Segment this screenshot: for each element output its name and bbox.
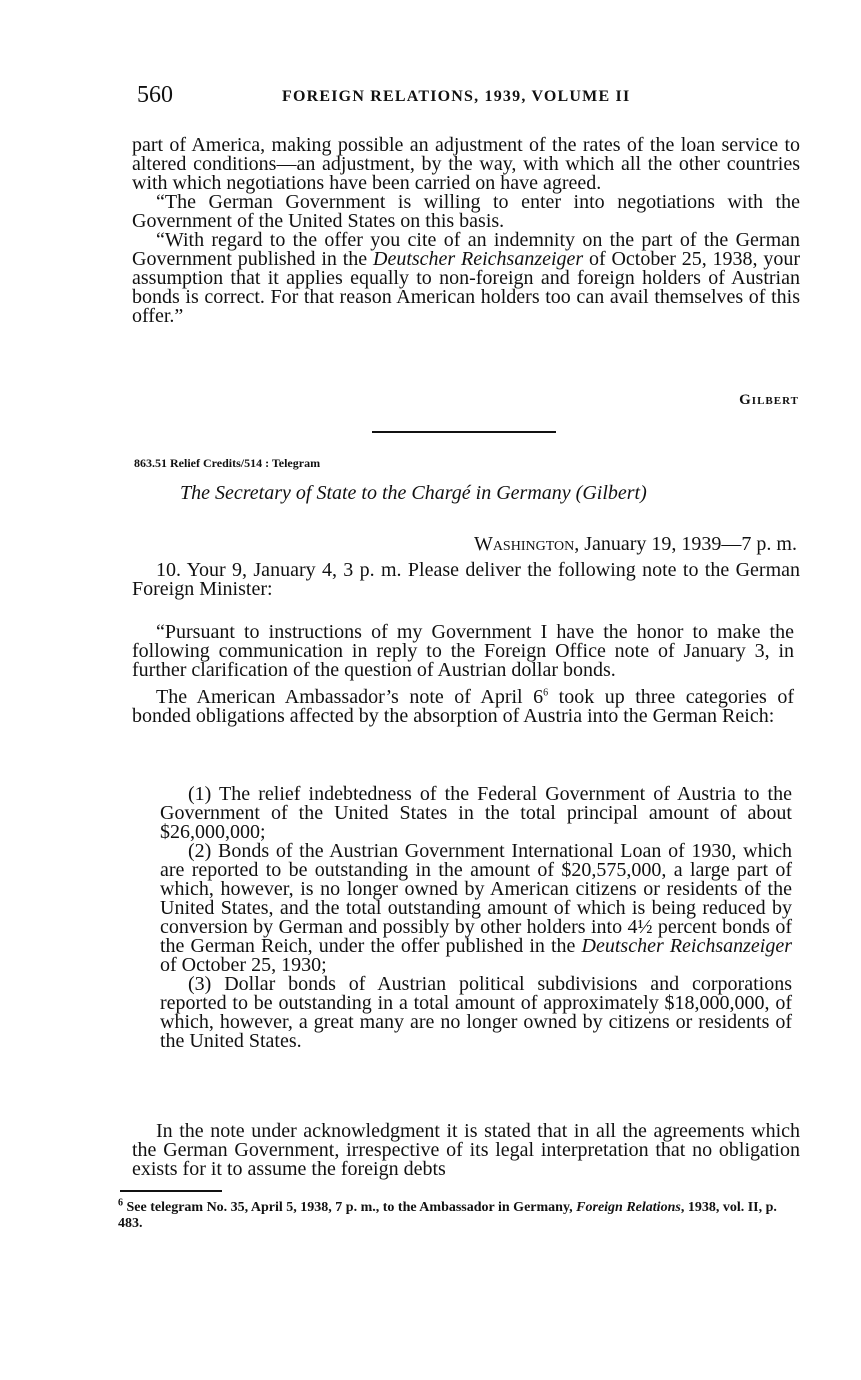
signature: Gilbert [739,392,799,408]
page-number: 560 [137,82,173,108]
paragraph-indemnity: “With regard to the offer you cite of an indemnity on the part of the German Government published in the Deutscher Reichsanzeiger of October 25, 1938, your assumption that it applies equally to non-foreign and foreign holders of Austrian bonds is correct. For that reason American holders too can avail themselves of this offer.” [132,229,801,327]
running-title: FOREIGN RELATIONS, 1939, VOLUME II [282,88,631,105]
dateline-place: Washington [473,533,575,555]
dateline-date: , January 19, 1939—7 p. m. [574,533,797,555]
continued-text-block [132,136,800,326]
paragraph-acknowledgment: In the note under acknowledgment it is stated that in all the agreements which the German Government, irrespective of its legal interpretation that no obligation exists for it to assume the foreign debts [132,1120,800,1180]
document-title: The Secretary of State to the Chargé in Germany (Gilbert) [180,482,647,504]
obligations-list [160,785,792,1051]
list-item-dollar-bonds: (3) Dollar bonds of Austrian political subdivisions and corporations reported to be outstanding in a total amount of approximately $18,000,000, of which, however, a great many are no longer owned by citizens or residents of the United States. [160,973,792,1052]
closing-block [132,1122,800,1179]
dateline [474,533,797,556]
paragraph-instruction: 10. Your 9, January 4, 3 p. m. Please deliver the following note to the German Foreign Minister: [132,559,800,600]
list-item-relief: (1) The relief indebtedness of the Federal Government of Austria to the Government of the United States in the total principal amount of about $26,000,000; [160,783,792,843]
instruction-block [132,561,800,599]
footnote-divider [120,1190,222,1192]
paragraph-continuation: part of America, making possible an adjustment of the rates of the loan service to altered conditions—an adjustment, by the way, with which all the other countries with which negotiations have been carried on have agreed. [132,134,800,194]
section-divider [372,431,556,433]
paragraph-ambassador-note: The American Ambassador’s note of April $6^6$ took up three categories of bonded obligations affected by the absorption of Austria into the German Reich: [132,686,794,727]
list-item-international-loan: (2) Bonds of the Austrian Government International Loan of 1930, which are reported to be outstanding in the amount of $20,575,000, a large part of which, however, is no longer owned by American citizens or residents of the United States, and the total outstanding amount of which is being reduced by conversion by German and possibly by other holders into 4½ percent bonds of the German Reich, under the offer published in the Deutscher Reichsanzeiger of October 25, 1930; [160,840,793,976]
footnote-reference: 6 [543,687,549,699]
paragraph-pursuant: “Pursuant to instructions of my Government I have the honor to make the following communication in reply to the Foreign Office note of January 3, in further clarification of the question of Austrian dollar bonds. [132,621,794,681]
quoted-note [132,623,794,726]
footnote-marker: 6 [118,1197,123,1209]
file-number: 863.51 Relief Credits/514 : Telegram [134,456,321,470]
footnote: $^6$ See telegram No. 35, April 5, 1938, 7 p. m., to the Ambassador in Germany, Foreign Relations, 1938, vol. II, p. 483. [118,1197,777,1231]
paragraph-negotiations: “The German Government is willing to enter into negotiations with the Government of the United States on this basis. [132,191,800,232]
